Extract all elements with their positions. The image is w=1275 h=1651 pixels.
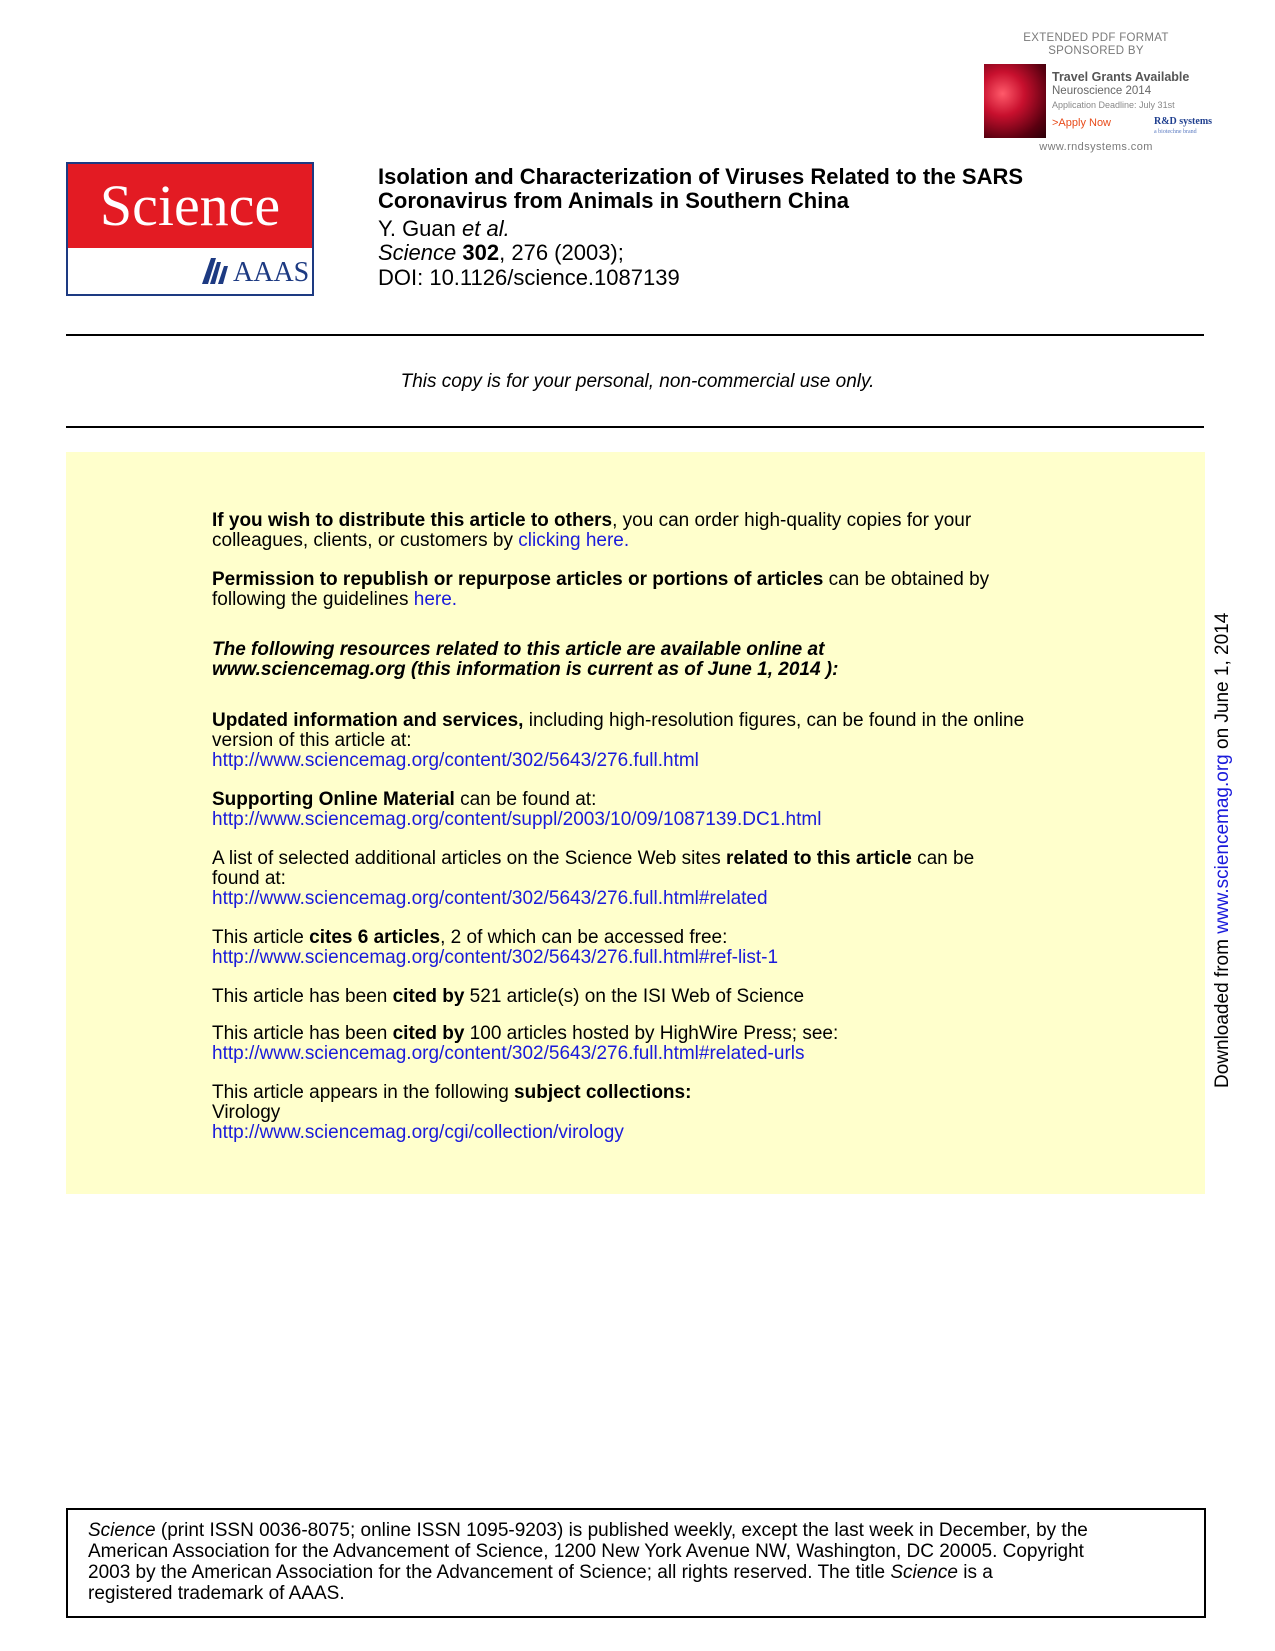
ad-apply-link[interactable]: >Apply Now: [1052, 117, 1112, 129]
distribute-text: , you can order high-quality copies for your: [612, 510, 972, 531]
article-title-line2: Coronavirus from Animals in Southern China: [378, 188, 850, 213]
related-articles-link[interactable]: http://www.sciencemag.org/content/302/5643/276.full.html#related: [212, 888, 768, 909]
footer-line4: registered trademark of AAAS.: [88, 1583, 345, 1604]
author-name: Y. Guan: [378, 216, 456, 241]
som-paragraph: [212, 790, 1112, 830]
copyright-footer: [66, 1508, 1206, 1618]
updated-text: including high-resolution figures, can be found in the online: [523, 710, 1025, 731]
footer-line2: American Association for the Advancement of Science, 1200 New York Avenue NW, Washington, DC 20005. Copyright: [88, 1541, 1084, 1562]
personal-use-note: This copy is for your personal, non-commercial use only.: [400, 371, 875, 392]
related-text-2: can be: [911, 848, 975, 869]
resources-line1: The following resources related to this article are available online at: [212, 639, 825, 660]
sciencemag-link[interactable]: www.sciencemag.org: [1212, 754, 1233, 934]
citation-journal: Science: [378, 240, 457, 265]
ad-image[interactable]: [984, 64, 1046, 138]
hw-heading: cited by: [392, 1023, 465, 1044]
ad-brand-name: R&D systems: [1154, 116, 1213, 127]
science-wordmark: Science: [68, 164, 312, 248]
resources-line2: www.sciencemag.org (this information is current as of June 1, 2014 ):: [212, 659, 839, 680]
subject-name: Virology: [212, 1102, 281, 1123]
footer-line3: 2003 by the American Association for the Advancement of Science; all rights reserved. The title: [88, 1562, 891, 1583]
som-heading: Supporting Online Material: [212, 789, 455, 810]
aaas-mark-icon: [202, 258, 232, 284]
download-stamp: [1212, 613, 1234, 1088]
ad-deadline: Application Deadline: July 31st: [1052, 100, 1175, 110]
cites-paragraph: [212, 928, 1112, 968]
article-author: [378, 216, 510, 242]
article-doi: DOI: 10.1126/science.1087139: [378, 265, 680, 290]
subject-text: This article appears in the following: [212, 1082, 515, 1103]
sponsor-ad[interactable]: [976, 32, 1216, 154]
order-copies-link[interactable]: clicking here.: [518, 530, 630, 551]
author-suffix: et al.: [462, 216, 510, 241]
ad-brand-logo: [1154, 117, 1212, 137]
distribute-paragraph: [212, 511, 1112, 551]
subject-heading: subject collections:: [514, 1082, 692, 1103]
distribute-heading: If you wish to distribute this article to others: [212, 510, 613, 531]
related-heading: related to this article: [725, 848, 912, 869]
full-text-link[interactable]: http://www.sciencemag.org/content/302/5643/276.full.html: [212, 750, 699, 771]
hw-text: This article has been: [212, 1023, 393, 1044]
footer-journal: Science: [88, 1520, 156, 1541]
updated-heading: Updated information and services,: [212, 710, 524, 731]
updated-info-paragraph: [212, 711, 1112, 771]
som-link[interactable]: http://www.sciencemag.org/content/suppl/2003/10/09/1087139.DC1.html: [212, 809, 822, 830]
aaas-text: AAAS: [233, 257, 310, 288]
ad-header-line2: SPONSORED BY: [1048, 45, 1144, 57]
footer-line1: (print ISSN 0036-8075; online ISSN 1095-9203) is published weekly, except the last week in December, by the: [155, 1520, 1088, 1541]
hw-text-2: 100 articles hosted by HighWire Press; see:: [464, 1023, 839, 1044]
permission-heading: Permission to republish or repurpose articles or portions of articles: [212, 569, 824, 590]
isi-text: This article has been: [212, 986, 393, 1007]
ad-url[interactable]: www.rndsystems.com: [1039, 141, 1153, 153]
isi-heading: cited by: [392, 986, 465, 1007]
related-text-3: found at:: [212, 868, 286, 889]
ad-header: [976, 32, 1216, 58]
ad-brand-sub: a biotechne brand: [1154, 129, 1197, 135]
permission-guidelines-link[interactable]: here.: [413, 589, 458, 610]
ad-header-line1: EXTENDED PDF FORMAT: [1023, 32, 1169, 44]
science-aaas-logo: [66, 162, 314, 296]
copyright-text: [88, 1520, 1198, 1604]
article-title: [378, 165, 1023, 213]
virology-collection-link[interactable]: http://www.sciencemag.org/cgi/collection/virology: [212, 1122, 624, 1143]
divider-top: [66, 334, 1204, 336]
citation-pages: , 276 (2003);: [499, 240, 624, 265]
download-date: on June 1, 2014: [1212, 612, 1233, 755]
updated-text-2: version of this article at:: [212, 730, 412, 751]
download-prefix: Downloaded from: [1212, 933, 1233, 1088]
subject-collections-paragraph: [212, 1083, 1112, 1143]
footer-line3-journal: Science: [890, 1562, 958, 1583]
isi-text-2: 521 article(s) on the ISI Web of Science: [464, 986, 805, 1007]
permission-paragraph: [212, 570, 1112, 610]
footer-line3-end: is a: [957, 1562, 993, 1583]
som-text: can be found at:: [454, 789, 597, 810]
cites-text: This article: [212, 927, 310, 948]
ref-list-link[interactable]: http://www.sciencemag.org/content/302/5643/276.full.html#ref-list-1: [212, 947, 779, 968]
ad-title[interactable]: Travel Grants Available: [1052, 70, 1190, 84]
article-citation: [378, 240, 624, 266]
citation-volume: 302: [462, 240, 500, 265]
isi-citations-paragraph: [212, 987, 1112, 1007]
permission-text: can be obtained by: [823, 569, 990, 590]
article-title-line1: Isolation and Characterization of Viruses Related to the SARS: [378, 164, 1024, 189]
ad-subtitle: Neuroscience 2014: [1052, 85, 1152, 97]
related-paragraph: [212, 849, 1112, 909]
cites-text-2: , 2 of which can be accessed free:: [440, 927, 728, 948]
resources-heading: [212, 640, 1112, 680]
highwire-citations-paragraph: [212, 1024, 1112, 1064]
aaas-logo: [202, 258, 309, 288]
related-text: A list of selected additional articles on the Science Web sites: [212, 848, 726, 869]
permission-text-2: following the guidelines: [212, 589, 414, 610]
divider-bottom: [66, 426, 1204, 428]
cites-heading: cites 6 articles: [309, 927, 441, 948]
related-urls-link[interactable]: http://www.sciencemag.org/content/302/5643/276.full.html#related-urls: [212, 1043, 805, 1064]
distribute-text-2: colleagues, clients, or customers by: [212, 530, 519, 551]
